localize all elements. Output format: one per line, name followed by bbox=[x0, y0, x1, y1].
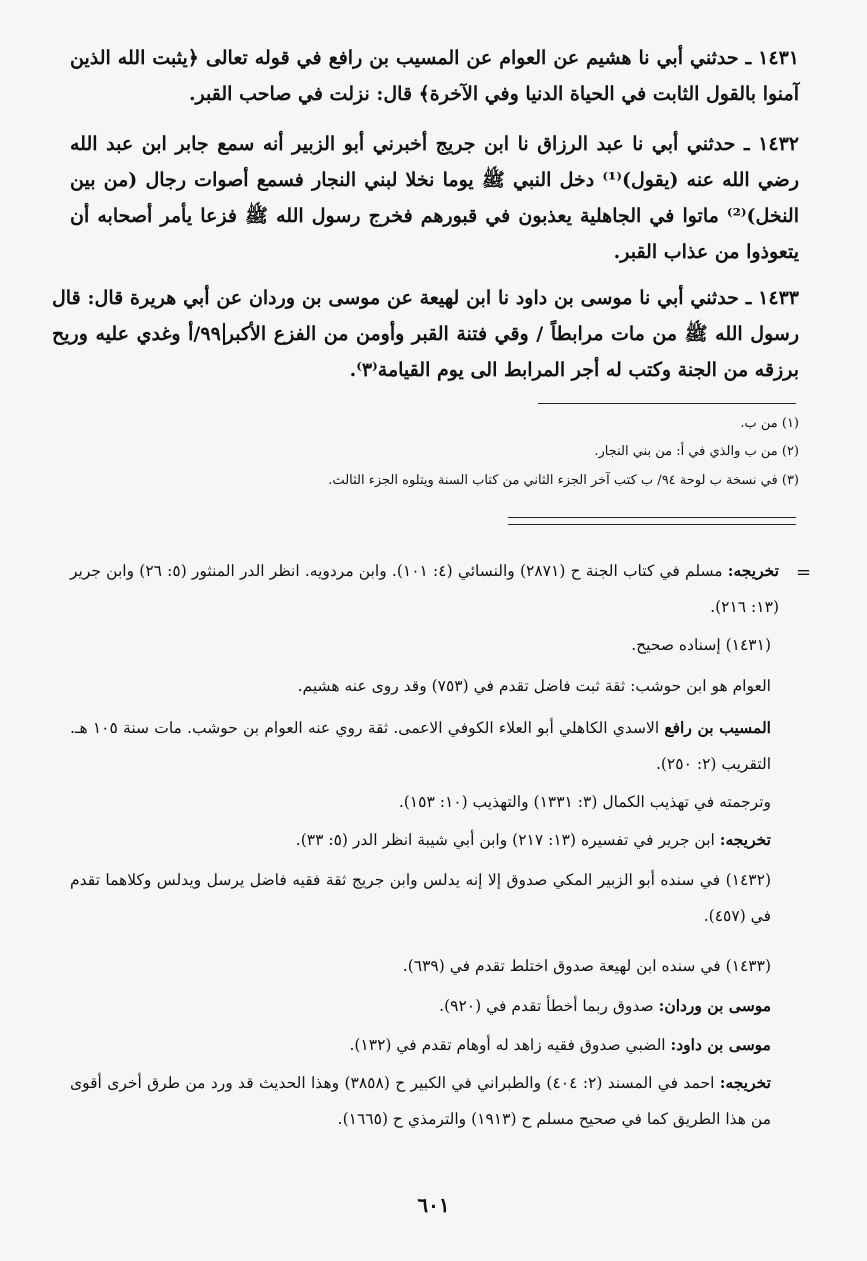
hadith-1433-continuation: وغدي عليه وريح برزقه من الجنة وكتب له أجر المرابط الى يوم القيامة⁽٣⁾. bbox=[52, 323, 799, 381]
footnote-separator bbox=[538, 403, 796, 404]
note-isnad-1432: (١٤٣٢) في سنده أبو الزبير المكي صدوق إلا إنه يدلس وابن جريج ثقة فقيه فاضل يرسل ويدلس وكلاهما تقدم في (٤٥٧). bbox=[70, 871, 771, 925]
page-number: ٦٠١ bbox=[417, 1193, 450, 1217]
note-text: احمد في المسند (٢: ٤٠٤) والطبراني في الكبير ح (٣٨٥٨) وهذا الحديث قد ورد من طرق أخرى أقوى من هذا الطريق كما في صحيح مسلم ح (١٩١٣) والترمذي ح (١٦٦٥). bbox=[70, 1074, 771, 1128]
note-text: الاسدي الكاهلي أبو العلاء الكوفي الاعمى. ثقة روي عنه العوام بن حوشب. مات سنة ١٠٥ هـ. التقريب (٢: ٢٥٠). bbox=[70, 719, 771, 773]
double-rule-top bbox=[508, 517, 796, 518]
note-text: ابن جرير في تفسيره (١٣: ٢١٧) وابن أبي شيبة انظر الدر (٥: ٣٣). bbox=[295, 831, 720, 849]
note-isnad-1433: (١٤٣٣) في سنده ابن لهيعة صدوق اختلط تقدم في (٦٣٩). bbox=[402, 957, 771, 975]
footnote-1: (١) من ب. bbox=[740, 416, 799, 431]
hadith-1432: ١٤٣٢ ـ حدثني أبي نا عبد الرزاق نا ابن جريج أخبرني أبو الزبير أنه سمع جابر ابن عبد الله رضي الله عنه (يقول)⁽¹⁾ دخل النبي ﷺ يوما نخلا لبني النجار فسمع أصوات رجال (من بين النخل)⁽²⁾ ماتوا في الجاهلية يعذبون في قبورهم فخرج رسول الله ﷺ فزعا يأمر أصحابه أن يتعوذوا من عذاب القبر. bbox=[70, 133, 799, 263]
note-musayyab bbox=[70, 710, 771, 782]
note-isnad-1431: (١٤٣١) إسناده صحيح. bbox=[631, 636, 771, 654]
footnote-3: (٣) في نسخة ب لوحة ٩٤/ ب كتب آخر الجزء الثاني من كتاب السنة ويتلوه الجزء الثالث. bbox=[328, 473, 799, 488]
note-takhrij-1433 bbox=[70, 1065, 771, 1137]
manuscript-folio-marker: ٩٩/أ bbox=[188, 323, 225, 345]
hadith-1431: ١٤٣١ ـ حدثني أبي نا هشيم عن العوام عن المسيب بن رافع في قوله تعالى ﴿يثبت الله الذين آمنوا بالقول الثابت في الحياة الدنيا وفي الآخرة﴾ قال: نزلت في صاحب القبر. bbox=[70, 47, 799, 105]
note-text: صدوق ربما أخطأ تقدم في (٩٢٠). bbox=[439, 997, 659, 1015]
note-label: تخريجه: bbox=[727, 561, 779, 580]
note-label: موسى بن داود: bbox=[670, 1035, 771, 1054]
note-takhrij-1432 bbox=[70, 822, 771, 858]
note-label: تخريجه: bbox=[719, 830, 771, 849]
note-text: مسلم في كتاب الجنة ح (٢٨٧١) والنسائي (٤: ١٠١). وابن مردويه. انظر الدر المنثور (٥: ٢٦) وابن جرير (١٣: ٢١٦). bbox=[70, 562, 779, 616]
continuation-mark: = bbox=[796, 562, 812, 583]
note-tarjama: وترجمته في تهذيب الكمال (٣: ١٣٣١) والتهذيب (١٠: ١٥٣). bbox=[398, 793, 771, 811]
note-musa-dawud bbox=[70, 1027, 771, 1063]
note-label: تخريجه: bbox=[719, 1073, 771, 1092]
footnote-2: (٢) من ب والذي في أ: من بني النجار. bbox=[594, 444, 799, 459]
note-awwam: العوام هو ابن حوشب: ثقة ثبت فاضل تقدم في (٧٥٣) وقد روى عنه هشيم. bbox=[297, 677, 771, 695]
note-text: الضبي صدوق فقيه زاهد له أوهام تقدم في (١٣٢). bbox=[349, 1036, 671, 1054]
double-rule-bottom bbox=[508, 524, 796, 525]
note-musa-wardan bbox=[70, 988, 771, 1024]
hadith-1433-text: ١٤٣٣ ـ حدثني أبي نا موسى بن داود نا ابن لهيعة عن موسى بن وردان عن أبي هريرة قال: قال رسول الله ﷺ من مات مرابطاً / وقي فتنة القبر وأومن من الفزع الأكبر bbox=[52, 287, 799, 345]
note-label: موسى بن وردان: bbox=[658, 996, 771, 1015]
hadith-1433 bbox=[52, 280, 799, 388]
note-label: المسيب بن رافع bbox=[664, 718, 771, 737]
note-takhrij-1431 bbox=[70, 553, 779, 625]
